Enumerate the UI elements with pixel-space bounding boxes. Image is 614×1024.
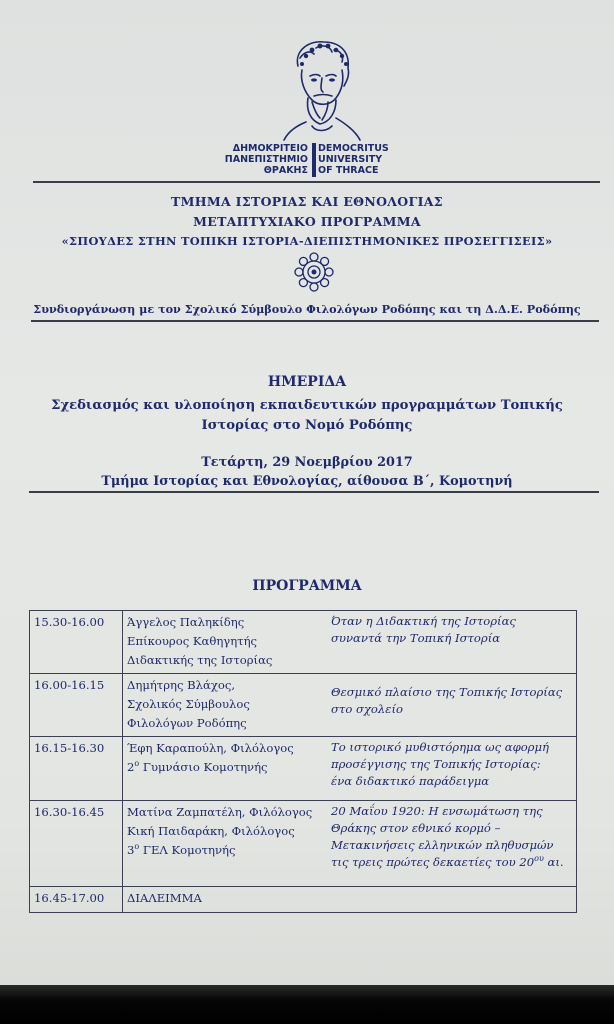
speaker-line: Διδακτικής της Ιστορίας — [127, 653, 273, 667]
speaker-line: Δημήτρης Βλάχος, — [127, 678, 236, 692]
speaker-line: Ματίνα Ζαμπατέλη, Φιλόλογος — [127, 805, 313, 819]
schedule-time: 16.15-16.30 — [30, 737, 123, 801]
schedule-speaker — [123, 801, 328, 887]
program-name: «ΣΠΟΥΔΕΣ ΣΤΗΝ ΤΟΠΙΚΗ ΙΣΤΟΡΙΑ-ΔΙΕΠΙΣΤΗΜΟΝΙΚΕΣ ΠΡΟΣΕΓΓΙΣΕΙΣ» — [61, 234, 553, 248]
department-name: ΤΜΗΜΑ ΙΣΤΟΡΙΑΣ ΚΑΙ ΕΘΝΟΛΟΓΙΑΣ — [171, 194, 443, 209]
schedule-speaker — [123, 674, 328, 737]
schedule-time: 15.30-16.00 — [30, 611, 123, 674]
schedule-row — [30, 674, 577, 737]
program-title: ΠΡΟΓΡΑΜΜΑ — [252, 578, 362, 594]
schedule-time: 16.00-16.15 — [30, 674, 123, 737]
topic-line: Όταν η Διδακτική της Ιστορίας — [331, 614, 516, 628]
speaker-line: Έφη Καραπούλη, Φιλόλογος — [127, 741, 294, 755]
photo-bottom-shadow — [0, 985, 614, 1024]
schedule-row — [30, 611, 577, 674]
speaker-line: Κική Παιδαράκη, Φιλόλογος — [127, 824, 295, 838]
break-label: ΔΙΑΛΕΙΜΜΑ — [123, 887, 577, 913]
schedule-topic — [327, 801, 577, 887]
postgraduate-program: ΜΕΤΑΠΤΥΧΙΑΚΟ ΠΡΟΓΡΑΜΜΑ — [193, 214, 421, 229]
schedule-row — [30, 737, 577, 801]
event-venue: Τμήμα Ιστορίας και Εθνολογίας, αίθουσα Β΄, Κομοτηνή — [101, 474, 513, 489]
program-schedule-table — [29, 610, 577, 913]
schedule-time: 16.45-17.00 — [30, 887, 123, 913]
topic-line: Θεσμικό πλαίσιο της Τοπικής Ιστορίας — [331, 685, 563, 699]
coorganization-note: Συνδιοργάνωση με τον Σχολικό Σύμβουλο Φιλολόγων Ροδόπης και τη Δ.Δ.Ε. Ροδόπης — [33, 302, 581, 316]
speaker-line: Επίκουρος Καθηγητής — [127, 634, 258, 648]
event-subtitle-line2: Ιστορίας στο Νομό Ροδόπης — [201, 418, 413, 433]
topic-line: συναντά την Τοπική Ιστορία — [331, 631, 501, 645]
topic-line: Θράκης στον εθνικό κορμό – — [331, 821, 501, 835]
schedule-speaker — [123, 611, 328, 674]
topic-line: τις τρεις πρώτες δεκαετίες του $20^{o\upsilon}$ αι. — [331, 854, 564, 869]
university-name-gr-1: ΔΗΜΟΚΡΙΤΕΙΟ — [232, 143, 308, 154]
event-subtitle-line1: Σχεδιασμός και υλοποίηση εκπαιδευτικών προγραμμάτων Τοπικής — [51, 398, 563, 413]
schedule-speaker — [123, 737, 328, 801]
venue-rule — [29, 491, 599, 493]
logo-divider-bar — [312, 143, 316, 177]
schedule-topic — [327, 674, 577, 737]
schedule-row — [30, 801, 577, 887]
event-date: Τετάρτη, 29 Νοεμβρίου 2017 — [201, 455, 413, 470]
topic-line: 20 Μαΐου 1920: Η ενσωμάτωση της — [331, 804, 543, 818]
speaker-line: $3^o$ ΓΕΛ Κομοτηνής — [127, 842, 236, 857]
event-title: ΗΜΕΡΙΔΑ — [267, 374, 347, 390]
speaker-line: Φιλολόγων Ροδόπης — [127, 716, 247, 730]
topic-line: Το ιστορικό μυθιστόρημα ως αφορμή — [331, 740, 549, 754]
topic-line: ένα διδακτικό παράδειγμα — [331, 774, 490, 788]
schedule-topic — [327, 611, 577, 674]
speaker-line: Σχολικός Σύμβουλος — [127, 697, 250, 711]
university-name-gr-2: ΠΑΝΕΠΙΣΤΗΜΙΟ — [224, 154, 308, 165]
topic-line: στο σχολείο — [331, 702, 404, 716]
topic-line: προσέγγισης της Τοπικής Ιστορίας: — [331, 757, 541, 771]
schedule-time: 16.30-16.45 — [30, 801, 123, 887]
university-name-en-2: UNIVERSITY — [318, 154, 383, 165]
ornament-emblem-icon — [292, 250, 336, 294]
university-name-en-1: DEMOCRITUS — [318, 143, 389, 154]
schedule-topic — [327, 737, 577, 801]
speaker-line: $2^o$ Γυμνάσιο Κομοτηνής — [127, 759, 268, 774]
coorganization-rule — [31, 320, 599, 322]
topic-line: Μετακινήσεις ελληνικών πληθυσμών — [331, 838, 554, 852]
speaker-line: Άγγελος Παληκίδης — [127, 615, 245, 629]
header-rule — [33, 181, 600, 183]
university-name-gr-3: ΘΡΑΚΗΣ — [263, 165, 308, 176]
democritus-bust-logo — [276, 36, 366, 142]
university-name-en-3: OF THRACE — [318, 165, 379, 176]
schedule-row — [30, 887, 577, 913]
